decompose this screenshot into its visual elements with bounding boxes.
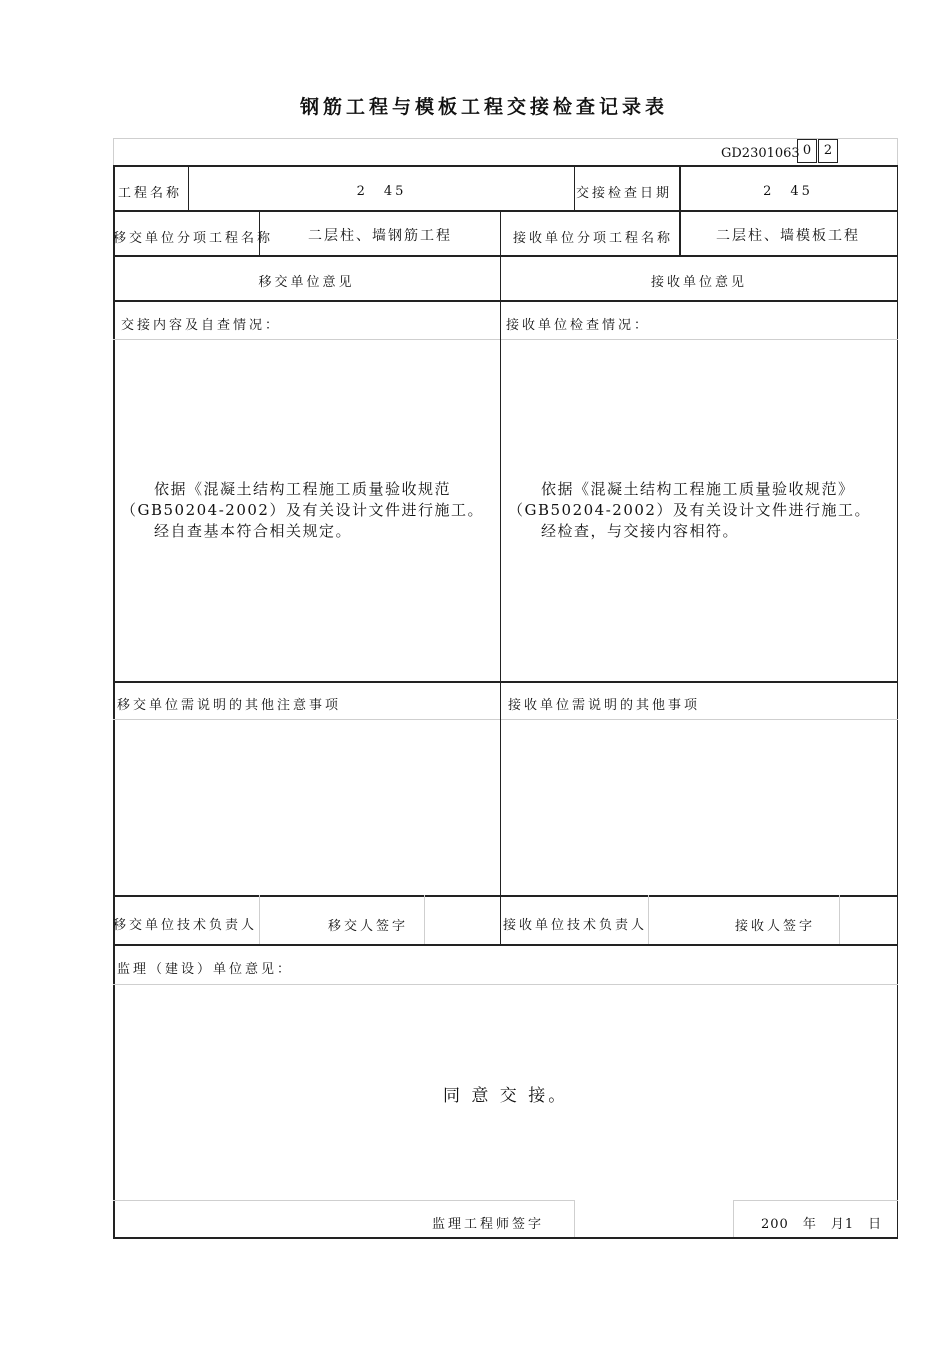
receive-line-3: 经检查，与交接内容相符。 <box>508 522 740 540</box>
form-table <box>113 138 898 1239</box>
label-project-name: 工程名称 <box>118 186 183 201</box>
label-handover-tech-lead: 移交单位技术负责人 <box>113 918 258 933</box>
label-supervisor-signature: 监理工程师签字 <box>432 1217 545 1232</box>
handover-content-text <box>121 479 484 542</box>
label-handover-item: 移交单位分项工程名称 <box>113 231 274 246</box>
label-supervision-opinion: 监理（建设）单位意见： <box>117 962 294 977</box>
label-check-date: 交接检查日期 <box>576 186 673 201</box>
handover-line-2: （GB50204-2002）及有关设计文件进行施工。 <box>121 501 484 519</box>
form-code: GD2301063 <box>721 146 800 161</box>
handover-line-1: 依据《混凝土结构工程施工质量验收规范 <box>121 480 452 498</box>
label-handover-notes: 移交单位需说明的其他注意事项 <box>117 698 342 713</box>
header-receive-opinion: 接收单位意见 <box>650 275 747 290</box>
label-receive-check: 接收单位检查情况： <box>506 318 651 333</box>
value-receive-item: 二层柱、墙模板工程 <box>716 228 860 244</box>
receive-content-text <box>508 479 871 542</box>
receive-line-1: 依据《混凝土结构工程施工质量验收规范》 <box>508 480 855 498</box>
page-title: 钢筋工程与模板工程交接检查记录表 <box>300 96 669 118</box>
code-box-1: 0 <box>797 139 817 163</box>
signature-date: 200 年 月1 日 <box>761 1217 883 1232</box>
value-check-date: 2 45 <box>763 184 813 199</box>
label-receive-tech-lead: 接收单位技术负责人 <box>503 918 648 933</box>
handover-line-3: 经自查基本符合相关规定。 <box>121 522 353 540</box>
code-box-2: 2 <box>818 139 838 163</box>
label-receive-notes: 接收单位需说明的其他事项 <box>508 698 701 713</box>
label-receive-item: 接收单位分项工程名称 <box>513 231 674 246</box>
label-handover-content: 交接内容及自查情况： <box>121 318 282 333</box>
value-handover-item: 二层柱、墙钢筋工程 <box>308 228 452 244</box>
agree-text: 同 意 交 接。 <box>443 1086 569 1106</box>
header-handover-opinion: 移交单位意见 <box>258 275 355 290</box>
receive-line-2: （GB50204-2002）及有关设计文件进行施工。 <box>508 501 871 519</box>
label-handover-signature: 移交人签字 <box>328 919 409 934</box>
value-project-name: 2 45 <box>356 184 407 199</box>
label-receive-signature: 接收人签字 <box>735 919 816 934</box>
